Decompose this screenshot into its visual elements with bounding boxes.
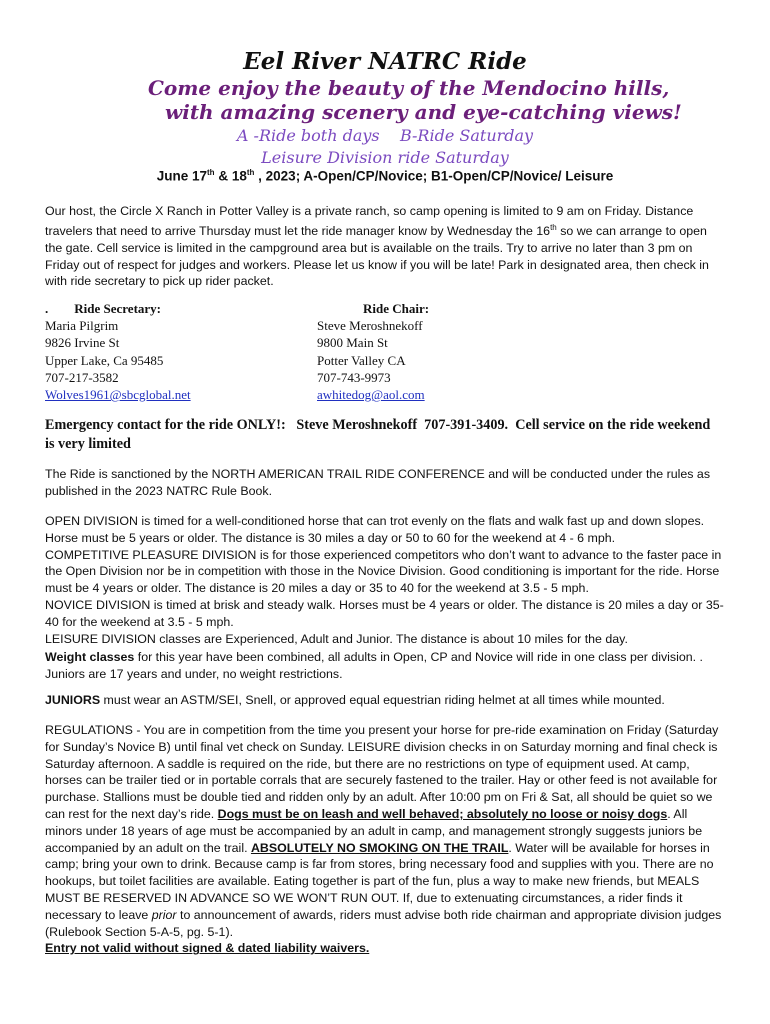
host-paragraph: Our host, the Circle X Ranch in Potter Valley is a private ranch, so camp opening is limited to 9 am on Friday. Distance travelers that need to arrive Thursday must let the ride manager know by Wednesday the 16th so we can arrange to open the gate. Cell service is limited in the campground area but is available on the trails. Try to arrive no later than 3 pm on Friday out of respect for judges and workers. Please let us know if you will be late! Park in designated area, then check in with ride secretary to pick up rider packet. [45,204,709,289]
emergency-contact: Emergency contact for the ride ONLY!: Steve Meroshnekoff 707-391-3409. Cell service on the ride weekend is very limited [45,417,714,452]
novice-division: NOVICE DIVISION is timed at brisk and steady walk. Horses must be 4 years or older. The distance is 20 miles a day or 35- 40 for the weekend at 3.5 - 5 mph. [45,597,724,629]
waiver-notice: Entry not valid without signed & dated liability waivers. [45,941,370,956]
chair-email-link[interactable]: awhitedog@aol.com [317,387,425,403]
chair-street: 9800 Main St [317,335,388,351]
chair-city: Potter Valley CA [317,352,406,368]
weight-classes-paragraph: Weight classes for this year have been combined, all adults in Open, CP and Novice will ride in one class per division. . Juniors are 17 years and under, no weight restrictions. [45,650,703,681]
sanction-paragraph: The Ride is sanctioned by the NORTH AMERICAN TRAIL RIDE CONFERENCE and will be conducted under the rules as published in the 2023 NATRC Rule Book. [45,467,711,498]
leisure-division: LEISURE DIVISION classes are Experienced, Adult and Junior. The distance is about 10 miles for the day. [45,631,628,646]
open-division: OPEN DIVISION is timed for a well-conditioned horse that can trot evenly on the flats and walk fast up and down slopes. Horse must be 5 years or older. The distance is 30 miles a day or 50 to 60 for the weekend at 4 - 6 mph. [45,514,705,545]
secretary-name: Maria Pilgrim [45,318,119,334]
secretary-city: Upper Lake, Ca 95485 [45,352,164,368]
regulations-paragraph: REGULATIONS - You are in competition from the time you present your horse for pre-ride examination on Friday (Saturday for Sunday’s Novice B) until final vet check on Sunday. LEISURE division checks in on Saturday morning and final check is Saturday afternoon. A saddle is required on the ride, but there are no restrictions on type of equipment used. At camp, horses can be trailer tied or in portable corrals that are securely fastened to the trailer. Hay or other feed is not available for purchase. Stallions must be double tied and ridden only by an adult. After 10:00 pm on Fri & Sat, all should be quiet so we can rest for the next day’s ride. Dogs must be on leash and well behaved; absolutely no loose or noisy dogs. All minors under 18 years of age must be accompanied by an adult in camp, and management strongly suggests juniors be accompanied by an adult on the trail. ABSOLUTELY NO SMOKING ON THE TRAIL. Water will be available for horses in camp; bring your own to drink. Because camp is far from stores, bring necessary food and supplies with you. There are no hookups, but toilet facilities are available. Eating together is part of the fun, plus a way to make new friends, but MEALS MUST BE RESERVED IN ADVANCE SO WE WON’T RUN OUT. If, due to extenuating circumstances, a rider finds it necessary to leave prior to announcement of awards, riders must advise both ride chairman and appropriate division judges (Rulebook Section 5-A-5, pg. 5-1). Entry not valid without signed & dated liability waivers. [45,723,722,956]
secretary-email-link[interactable]: Wolves1961@sbcglobal.net [45,387,191,403]
secretary-phone: 707-217-3582 [45,369,119,385]
ride-chair-block [317,300,429,403]
tagline-line-1: Come enjoy the beauty of the Mendocino hills, [148,76,670,100]
tagline-line-2: with amazing scenery and eye-catching views! [165,100,682,124]
rides-line: A -Ride both days B-Ride Saturday [236,126,534,145]
ride-dates: June 17th & 18th , 2023; A-Open/CP/Novice; B1-Open/CP/Novice/ Leisure [156,168,614,184]
chair-phone: 707-743-9973 [317,369,391,385]
cp-division: COMPETITIVE PLEASURE DIVISION is for those experienced competitors who don’t want to advance to the faster pace in the Open Division nor be in competition with those in the Novice Division. Good conditioning is important for the ride. Horse must be 4 years or older. The distance is 20 miles a day or 35 to 40 for the weekend at 3.5 - 5 mph. [45,547,722,596]
chair-name: Steve Meroshnekoff [317,318,423,334]
chair-heading: Ride Chair: [363,301,430,316]
secretary-heading: . Ride Secretary: [45,301,162,316]
page-title: Eel River NATRC Ride [243,48,527,75]
secretary-street: 9826 Irvine St [45,335,120,351]
leisure-line: Leisure Division ride Saturday [261,148,509,167]
ride-secretary-block [45,300,191,403]
juniors-paragraph: JUNIORS must wear an ASTM/SEI, Snell, or approved equal equestrian riding helmet at all times while mounted. [45,693,665,707]
divisions-section [45,513,725,647]
